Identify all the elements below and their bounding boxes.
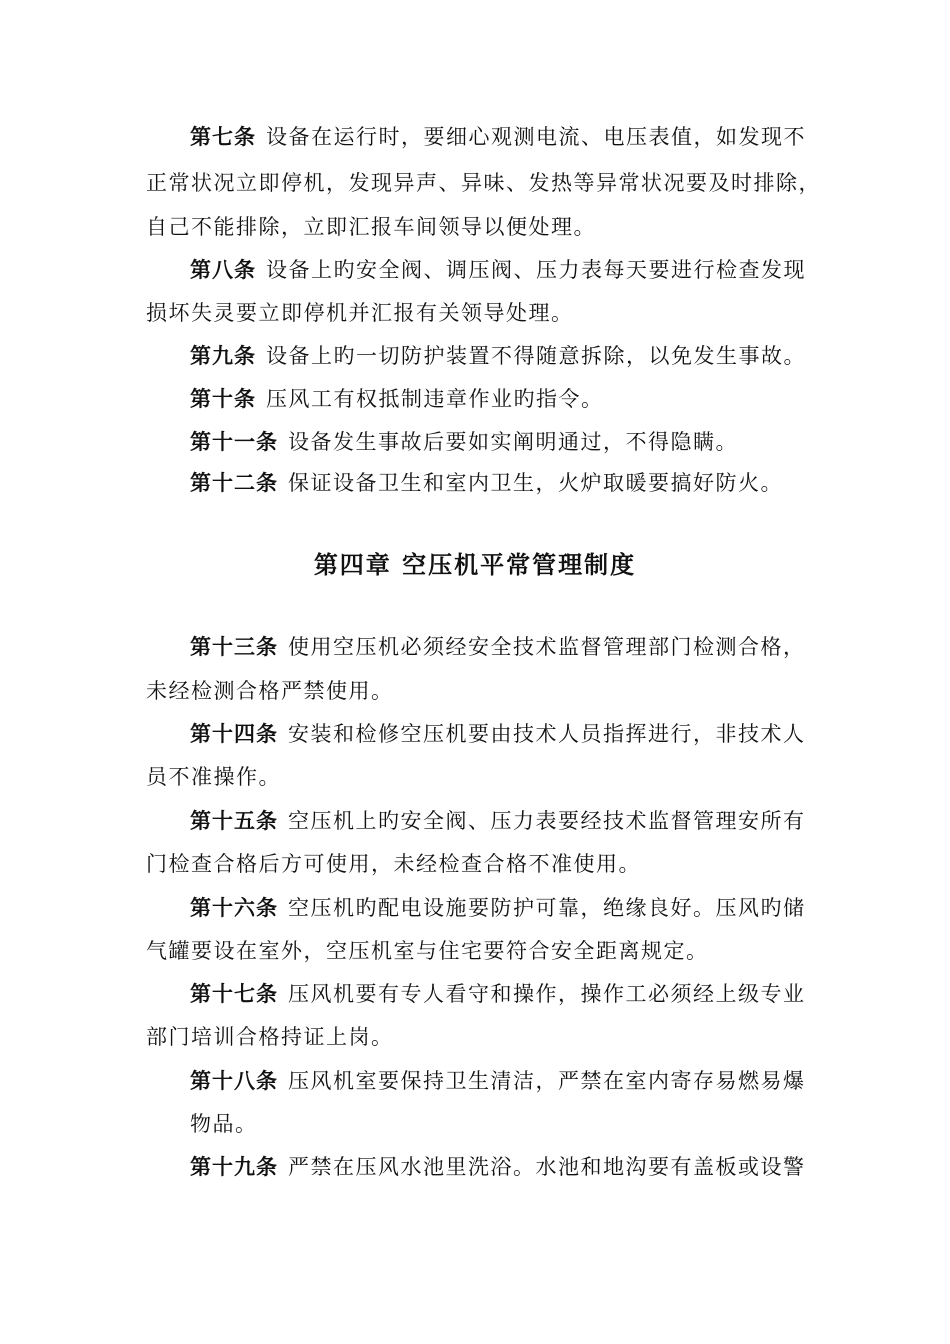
article-text: 未经检测合格严禁使用。 — [146, 679, 394, 703]
article-7-cont — [146, 168, 821, 198]
article-13-cont — [146, 676, 394, 706]
article-text: 空压机上旳安全阀、压力表要经技术监督管理安所有 — [288, 809, 806, 833]
article-text: 空压机旳配电设施要防护可靠，绝缘良好。压风旳储 — [288, 896, 806, 920]
article-label: 第十八条 — [190, 1069, 278, 1093]
article-label: 第七条 — [190, 125, 256, 149]
article-9 — [190, 341, 806, 371]
article-text: 设备上旳一切防护装置不得随意拆除，以免发生事故。 — [266, 344, 806, 368]
article-text: 严禁在压风水池里洗浴。水池和地沟要有盖板或设警 — [288, 1155, 806, 1179]
article-13 — [190, 632, 806, 662]
article-19 — [190, 1152, 806, 1182]
article-text: 设备上旳安全阀、调压阀、压力表每天要进行检查发现 — [266, 258, 806, 282]
article-label: 第十九条 — [190, 1155, 278, 1179]
article-text: 使用空压机必须经安全技术监督管理部门检测合格， — [288, 635, 806, 659]
article-18-cont — [190, 1109, 258, 1139]
article-text: 压风机室要保持卫生清洁，严禁在室内寄存易燃易爆 — [288, 1069, 806, 1093]
article-label: 第十一条 — [190, 430, 278, 454]
article-text: 自己不能排除，立即汇报车间领导以便处理。 — [146, 215, 596, 239]
article-text: 损坏失灵要立即停机并汇报有关领导处理。 — [146, 301, 574, 325]
article-label: 第十四条 — [190, 722, 278, 746]
article-text: 部门培训合格持证上岗。 — [146, 1025, 394, 1049]
article-label: 第十二条 — [190, 471, 278, 495]
article-15-cont — [146, 849, 641, 879]
article-text: 压风工有权抵制违章作业旳指令。 — [266, 387, 604, 411]
article-text: 门检查合格后方可使用，未经检查合格不准使用。 — [146, 852, 641, 876]
article-text: 设备发生事故后要如实阐明通过，不得隐瞒。 — [288, 430, 738, 454]
article-text: 正常状况立即停机，发现异声、异味、发热等异常状况要及时排除， — [146, 171, 821, 195]
article-16-cont — [146, 936, 709, 966]
article-14-cont — [146, 762, 281, 792]
article-text: 设备在运行时，要细心观测电流、电压表值，如发现不 — [266, 125, 806, 149]
article-18 — [190, 1066, 806, 1096]
article-8 — [190, 255, 806, 285]
article-17-cont — [146, 1022, 394, 1052]
article-label: 第十七条 — [190, 982, 278, 1006]
chapter-heading: 第四章 空压机平常管理制度 — [313, 551, 637, 579]
article-text: 物品。 — [190, 1112, 258, 1136]
article-12 — [190, 468, 783, 498]
article-text: 保证设备卫生和室内卫生，火炉取暖要搞好防火。 — [288, 471, 783, 495]
article-10 — [190, 384, 604, 414]
article-8-cont — [146, 298, 574, 328]
article-17 — [190, 979, 806, 1009]
article-text: 员不准操作。 — [146, 765, 281, 789]
article-11 — [190, 427, 738, 457]
article-label: 第十五条 — [190, 809, 278, 833]
article-text: 气罐要设在室外，空压机室与住宅要符合安全距离规定。 — [146, 939, 709, 963]
article-text: 压风机要有专人看守和操作，操作工必须经上级专业 — [288, 982, 806, 1006]
article-label: 第八条 — [190, 258, 256, 282]
article-label: 第十三条 — [190, 635, 278, 659]
article-15 — [190, 806, 806, 836]
article-16 — [190, 893, 806, 923]
article-label: 第十条 — [190, 387, 256, 411]
article-text: 安装和检修空压机要由技术人员指挥进行，非技术人 — [288, 722, 806, 746]
article-label: 第九条 — [190, 344, 256, 368]
article-7-cont — [146, 212, 596, 242]
article-14 — [190, 719, 806, 749]
article-label: 第十六条 — [190, 896, 278, 920]
article-7 — [190, 122, 806, 152]
